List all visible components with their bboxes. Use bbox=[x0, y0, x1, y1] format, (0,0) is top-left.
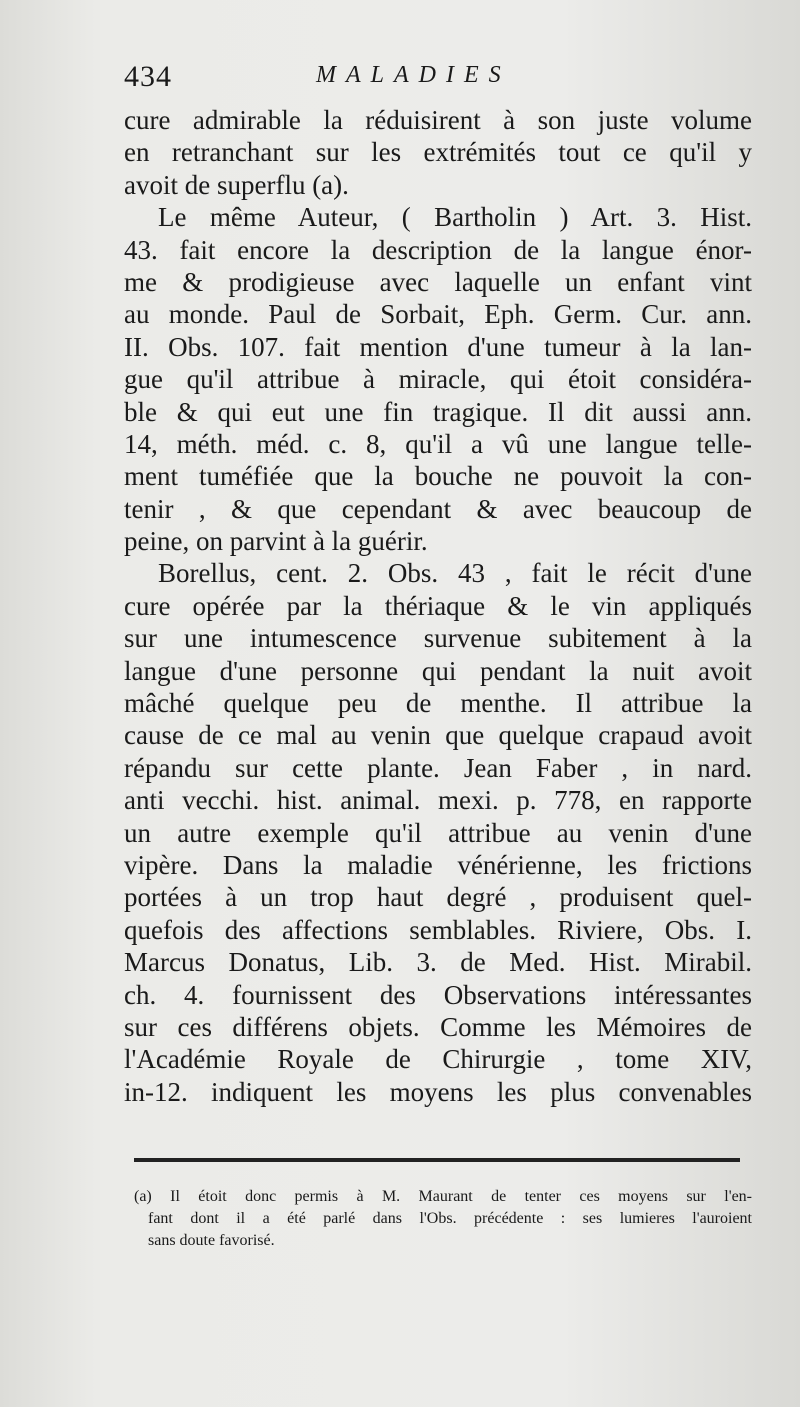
text-line: l'Académie Royale de Chirurgie , tome XIV, bbox=[124, 1044, 752, 1075]
text-line: 43. fait encore la description de la langue énor- bbox=[124, 234, 752, 265]
text-line: portées à un trop haut degré , produisent quel- bbox=[124, 882, 752, 913]
text-line: gue qu'il attribue à miracle, qui étoit considéra- bbox=[124, 364, 752, 395]
text-line: cure admirable la réduisirent à son juste volume bbox=[124, 105, 752, 135]
text-line: ment tuméfiée que la bouche ne pouvoit la con- bbox=[124, 461, 752, 492]
text-line: peine, on parvint à la guérir. bbox=[124, 526, 428, 557]
text-line: cause de ce mal au venin que quelque crapaud avoit bbox=[124, 720, 752, 751]
text-line: ble & qui eut une fin tragique. Il dit aussi ann. bbox=[124, 396, 752, 427]
footnote bbox=[134, 1186, 752, 1252]
text-line: cure opérée par la thériaque & le vin appliqués bbox=[124, 590, 752, 621]
footnote-line: sans doute favorisé. bbox=[148, 1232, 275, 1249]
footnote-line: (a) Il étoit donc permis à M. Maurant de tenter ces moyens sur l'en- bbox=[134, 1188, 752, 1205]
body-text bbox=[124, 104, 752, 1108]
text-line: mâché quelque peu de menthe. Il attribue la bbox=[124, 688, 752, 719]
text-line: Marcus Donatus, Lib. 3. de Med. Hist. Mirabil. bbox=[124, 947, 752, 978]
text-line: ch. 4. fournissent des Observations intéressantes bbox=[124, 979, 752, 1010]
text-line: répandu sur cette plante. Jean Faber , in nard. bbox=[124, 752, 752, 783]
text-line: 14, méth. méd. c. 8, qu'il a vû une langue telle- bbox=[124, 428, 752, 459]
text-line: au monde. Paul de Sorbait, Eph. Germ. Cur. ann. bbox=[124, 299, 752, 330]
text-line: anti vecchi. hist. animal. mexi. p. 778, en rapporte bbox=[124, 785, 752, 816]
text-line: sur ces différens objets. Comme les Mémoires de bbox=[124, 1011, 752, 1042]
text-line: en retranchant sur les extrémités tout ce qu'il y bbox=[124, 137, 752, 168]
text-line: Le même Auteur, ( Bartholin ) Art. 3. Hist. bbox=[158, 202, 752, 233]
footnote-divider bbox=[134, 1158, 740, 1162]
text-line: vipère. Dans la maladie vénérienne, les frictions bbox=[124, 849, 752, 880]
text-line: Borellus, cent. 2. Obs. 43 , fait le récit d'une bbox=[158, 558, 752, 589]
text-line: sur une intumescence survenue subitement à la bbox=[124, 623, 752, 654]
text-line: avoit de superflu (a). bbox=[124, 169, 349, 200]
text-line: quefois des affections semblables. Riviere, Obs. I. bbox=[124, 914, 752, 945]
page-number: 434 bbox=[124, 60, 172, 93]
footnote-line: fant dont il a été parlé dans l'Obs. précédente : ses lumieres l'auroient bbox=[148, 1210, 752, 1227]
text-line: tenir , & que cependant & avec beaucoup de bbox=[124, 493, 752, 524]
text-line: in-12. indiquent les moyens les plus convenables bbox=[124, 1076, 752, 1107]
text-line: me & prodigieuse avec laquelle un enfant vint bbox=[124, 266, 752, 297]
page-header bbox=[124, 60, 754, 96]
running-title: MALADIES bbox=[316, 62, 511, 88]
text-line: II. Obs. 107. fait mention d'une tumeur à la lan- bbox=[124, 331, 752, 362]
text-line: langue d'une personne qui pendant la nuit avoit bbox=[124, 655, 752, 686]
text-line: un autre exemple qu'il attribue au venin d'une bbox=[124, 817, 752, 848]
